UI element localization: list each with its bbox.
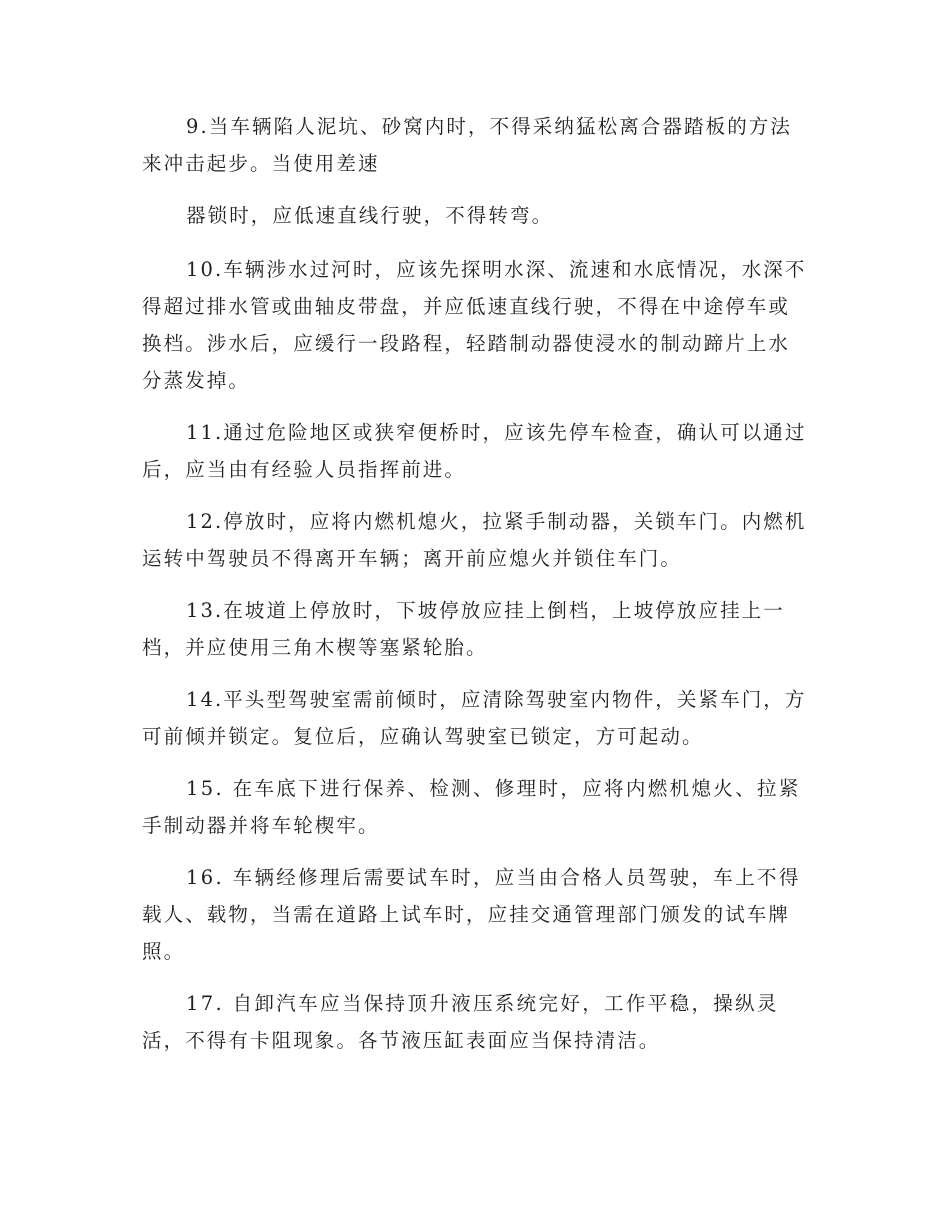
item-10-line-1: 10.车辆涉水过河时，应该先探明水深、流速和水底情况，水深不 [186, 258, 807, 281]
item-10-line-2: 得超过排水管或曲轴皮带盘，并应低速直线行驶，不得在中途停车或 [142, 295, 791, 318]
item-12-line-2: 运转中驾驶员不得离开车辆；离开前应熄火并锁住车门。 [142, 547, 683, 570]
item-14-line-1: 14.平头型驾驶室需前倾时，应清除驾驶室内物件，关紧车门，方 [186, 688, 807, 711]
item-10-line-4: 分蒸发掉。 [142, 369, 251, 392]
item-15-line-2: 手制动器并将车轮楔牢。 [142, 814, 380, 837]
item-14-line-2: 可前倾并锁定。复位后，应确认驾驶室已锁定，方可起动。 [142, 725, 704, 748]
item-9-line-3: 器锁时，应低速直线行驶，不得转弯。 [186, 204, 554, 227]
item-17-line-1: 17. 自卸汽车应当保持顶升液压系统完好，工作平稳，操纵灵 [186, 992, 779, 1015]
item-17-line-2: 活，不得有卡阻现象。各节液压缸表面应当保持清洁。 [142, 1029, 661, 1052]
item-16-line-3: 照。 [142, 940, 186, 963]
item-15-line-1: 15. 在车底下进行保养、检测、修理时，应将内燃机熄火、拉紧 [186, 777, 801, 800]
item-9-line-2: 来冲击起步。当使用差速 [142, 152, 380, 175]
item-10-line-3: 换档。涉水后，应缓行一段路程，轻踏制动器使浸水的制动蹄片上水 [142, 332, 791, 355]
item-11-line-1: 11.通过危险地区或狭窄便桥时，应该先停车检查，确认可以通过 [186, 421, 807, 444]
item-12-line-1: 12.停放时，应将内燃机熄火，拉紧手制动器，关锁车门。内燃机 [186, 510, 807, 533]
item-13-line-2: 档，并应使用三角木楔等塞紧轮胎。 [142, 636, 488, 659]
item-11-line-2: 后，应当由有经验人员指挥前进。 [142, 458, 467, 481]
item-13-line-1: 13.在坡道上停放时，下坡停放应挂上倒档，上坡停放应挂上一 [186, 599, 785, 622]
item-16-line-1: 16. 车辆经修理后需要试车时，应当由合格人员驾驶，车上不得 [186, 866, 801, 889]
item-16-line-2: 载人、载物，当需在道路上试车时，应挂交通管理部门颁发的试车牌 [142, 903, 791, 926]
item-9-line-1: 9.当车辆陷人泥坑、砂窝内时，不得采纳猛松离合器踏板的方法 [186, 115, 793, 138]
